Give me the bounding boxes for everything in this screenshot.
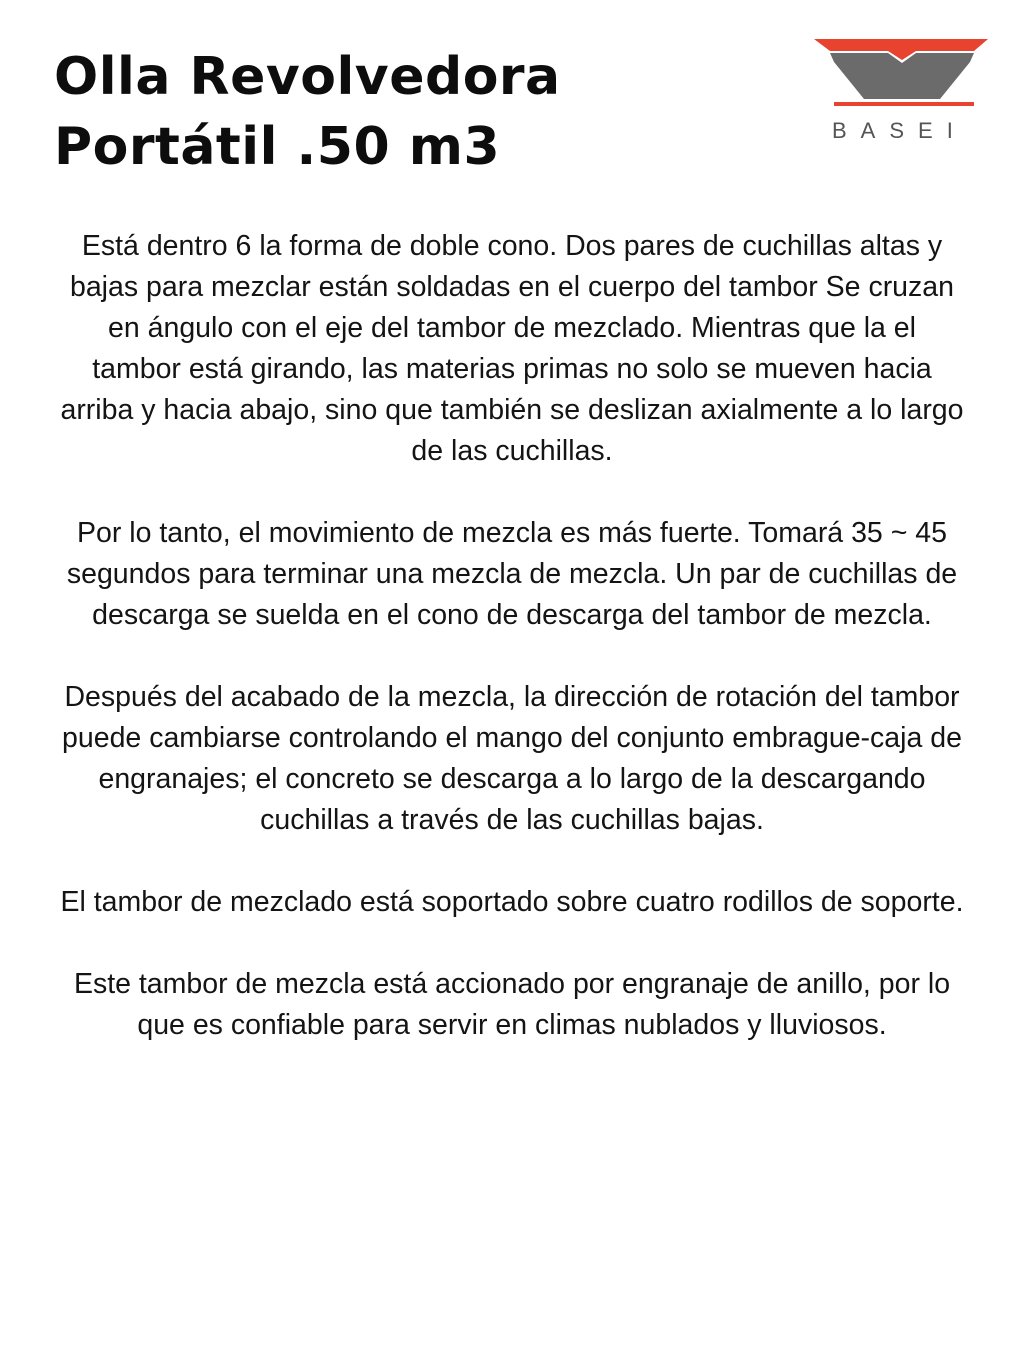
logo-gray-left [830,53,902,99]
title-line-1: Olla Revolvedora [54,47,561,107]
paragraph-4: El tambor de mezclado está soportado sobre cuatro rodillos de soporte. [60,886,964,918]
paragraph-2: Por lo tanto, el movimiento de mezcla es más fuerte. Tomará 35 ~ 45 segundos para terminar una mezcla de mezcla. Un par de cuchillas de descarga se suelda en el cono de descarga del tambor de mezcla. [66,517,958,631]
title-line-2: Portátil .50 m3 [54,117,501,177]
logo-red-underline [834,102,974,106]
logo-gray-right [902,53,974,99]
paragraph-5: Este tambor de mezcla está accionado por engranaje de anillo, por lo que es confiable para servir en climas nublados y lluviosos. [73,968,951,1041]
page-title [54,42,561,182]
basei-logo [812,36,992,146]
paragraph-1: Está dentro 6 la forma de doble cono. Dos pares de cuchillas altas y bajas para mezclar están soldadas en el cuerpo del tambor Se cruzan en ángulo con el eje del tambor de mezclado. Mientras que la el tambor está girando, las materias primas no solo se mueven hacia arriba y hacia abajo, sino que también se deslizan axialmente a lo largo de las cuchillas. [60,230,964,467]
paragraph-3: Después del acabado de la mezcla, la dirección de rotación del tambor puede cambiarse controlando el mango del conjunto embrague-caja de engranajes; el concreto se descarga a lo largo de la descargando cuchillas a través de las cuchillas bajas. [62,681,962,836]
description-body [60,226,964,1087]
logo-text: BASEI [832,118,967,143]
